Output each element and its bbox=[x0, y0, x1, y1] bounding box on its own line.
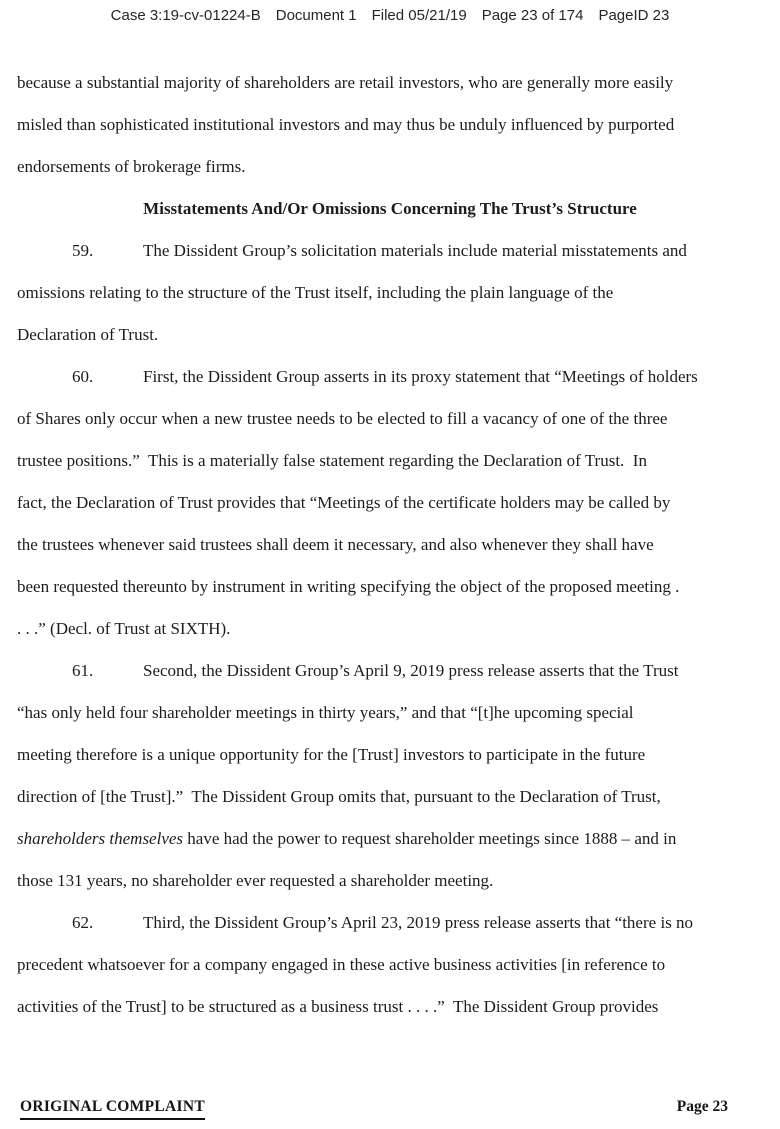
text-line bbox=[17, 608, 763, 650]
text-line bbox=[17, 272, 763, 314]
text-line bbox=[17, 986, 763, 1028]
body-text: Misstatements And/Or Omissions Concerning The Trust’s Structure bbox=[143, 199, 637, 218]
body-text: misled than sophisticated institutional investors and may thus be unduly influenced by purported bbox=[17, 115, 675, 134]
text-line bbox=[17, 902, 763, 944]
text-line bbox=[17, 230, 763, 272]
text-line bbox=[17, 776, 763, 818]
body-text: Third, the Dissident Group’s April 23, 2019 press release asserts that “there is no bbox=[143, 913, 694, 932]
text-line bbox=[17, 566, 763, 608]
body-text: those 131 years, no shareholder ever requested a shareholder meeting. bbox=[17, 871, 494, 890]
body-text: endorsements of brokerage firms. bbox=[17, 157, 246, 176]
case-header-segment: Case 3:19-cv-01224-B bbox=[110, 7, 261, 24]
text-line bbox=[17, 944, 763, 986]
body-text: Declaration of Trust. bbox=[17, 325, 159, 344]
body-text: activities of the Trust] to be structured as a business trust . . . .” The Dissident Group provides bbox=[17, 997, 659, 1016]
case-header-segment: Document 1 bbox=[275, 7, 357, 24]
text-line bbox=[17, 818, 763, 860]
text-line bbox=[17, 692, 763, 734]
footer-document-title: ORIGINAL COMPLAINT bbox=[20, 1098, 205, 1120]
body-text: . . .” (Decl. of Trust at SIXTH). bbox=[17, 619, 231, 638]
body-text: because a substantial majority of shareholders are retail investors, who are generally more easily bbox=[17, 73, 674, 92]
text-line bbox=[17, 650, 763, 692]
paragraph-number: 62. bbox=[72, 913, 94, 932]
paragraph-number: 59. bbox=[72, 241, 94, 260]
body-text: trustee positions.” This is a materially false statement regarding the Declaration of Trust. In bbox=[17, 451, 647, 470]
body-text: precedent whatsoever for a company engaged in these active business activities [in reference to bbox=[17, 955, 666, 974]
body-text: omissions relating to the structure of the Trust itself, including the plain language of the bbox=[17, 283, 614, 302]
text-line bbox=[17, 314, 763, 356]
document-body bbox=[17, 62, 763, 1028]
body-text: First, the Dissident Group asserts in its proxy statement that “Meetings of holders bbox=[143, 367, 698, 386]
section-heading bbox=[17, 188, 763, 230]
case-header-segment: Filed 05/21/19 bbox=[371, 7, 467, 24]
body-text: of Shares only occur when a new trustee needs to be elected to fill a vacancy of one of the three bbox=[17, 409, 668, 428]
body-text: been requested thereunto by instrument in writing specifying the object of the proposed meeting . bbox=[17, 577, 680, 596]
text-line bbox=[17, 104, 763, 146]
body-text: The Dissident Group’s solicitation materials include material misstatements and bbox=[143, 241, 687, 260]
emphasized-text: shareholders themselves bbox=[17, 829, 184, 848]
body-text: “has only held four shareholder meetings in thirty years,” and that “[t]he upcoming special bbox=[17, 703, 634, 722]
text-line bbox=[17, 524, 763, 566]
document-footer bbox=[20, 1098, 728, 1120]
text-line bbox=[17, 398, 763, 440]
paragraph-number: 61. bbox=[72, 661, 94, 680]
body-text: Second, the Dissident Group’s April 9, 2019 press release asserts that the Trust bbox=[143, 661, 679, 680]
body-text: have had the power to request shareholder meetings since 1888 – and in bbox=[183, 829, 677, 848]
text-line bbox=[17, 356, 763, 398]
text-line bbox=[17, 440, 763, 482]
body-text: the trustees whenever said trustees shall deem it necessary, and also whenever they shall have bbox=[17, 535, 654, 554]
text-line bbox=[17, 860, 763, 902]
text-line bbox=[17, 734, 763, 776]
case-header bbox=[0, 7, 780, 24]
text-line bbox=[17, 146, 763, 188]
text-line bbox=[17, 482, 763, 524]
case-header-segment: PageID 23 bbox=[598, 7, 670, 24]
footer-page-number: Page 23 bbox=[676, 1098, 728, 1115]
text-line bbox=[17, 62, 763, 104]
paragraph-number: 60. bbox=[72, 367, 94, 386]
body-text: fact, the Declaration of Trust provides that “Meetings of the certificate holders may be called by bbox=[17, 493, 671, 512]
case-header-segment: Page 23 of 174 bbox=[481, 7, 584, 24]
body-text: direction of [the Trust].” The Dissident Group omits that, pursuant to the Declaration of Trust, bbox=[17, 787, 661, 806]
body-text: meeting therefore is a unique opportunity for the [Trust] investors to participate in the future bbox=[17, 745, 646, 764]
